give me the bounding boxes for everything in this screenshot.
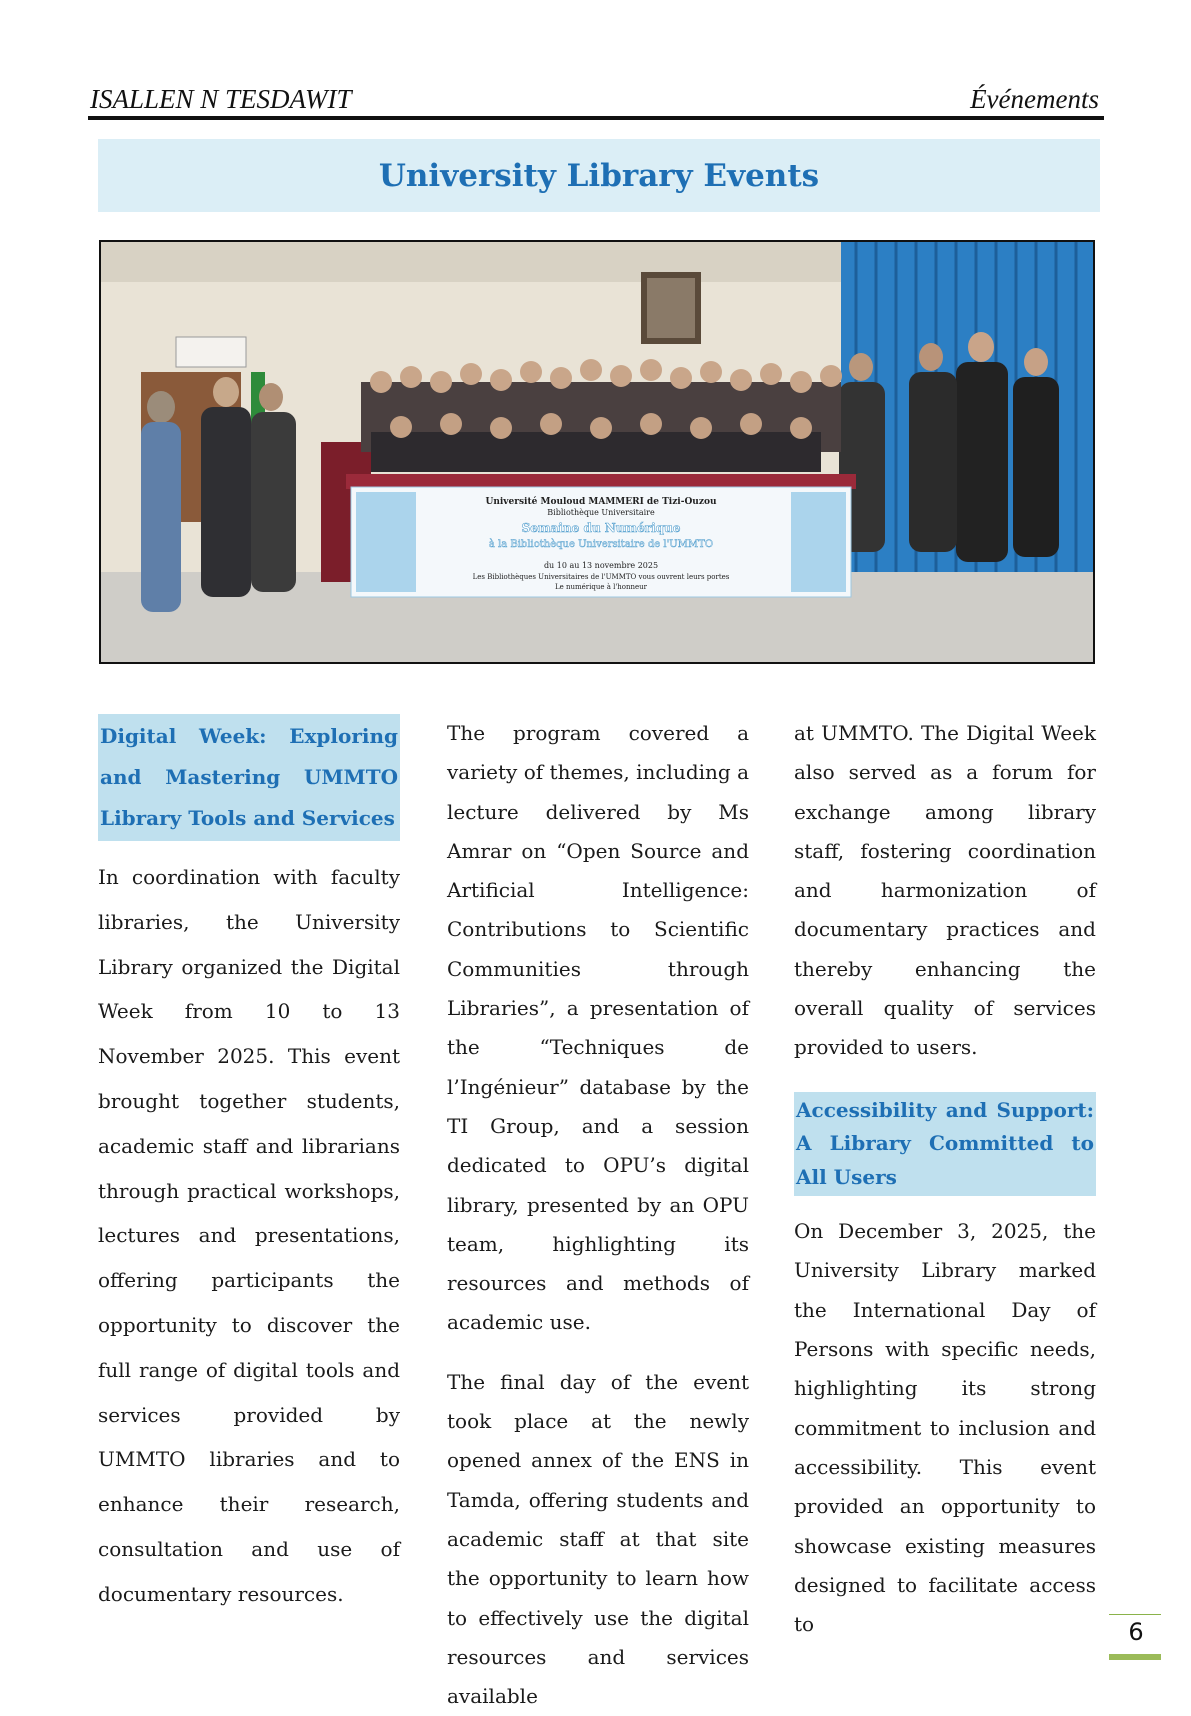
header-magazine-title: ISALLEN N TESDAWIT <box>90 84 352 114</box>
page-title: University Library Events <box>378 157 820 194</box>
column-1 <box>98 714 400 1617</box>
group-photo-illustration <box>101 242 1093 662</box>
title-banner <box>98 139 1100 212</box>
banner-text-venue: à la Bibliothèque Universitaire de l'UMMTO <box>488 539 714 550</box>
final-day-paragraph: The final day of the event took place at the newly opened annex of the ENS in Tamda, offering students and academic staff at that site the opportunity to learn how to effectively use the digital resources and services available <box>447 1369 749 1709</box>
page-number-rule-bottom <box>1109 1654 1161 1660</box>
section-heading-digital-week: Digital Week: Exploring and Mastering UMMTO Library Tools and Services <box>98 714 400 841</box>
group-photo <box>99 240 1095 664</box>
digital-week-paragraph: In coordination with faculty libraries, the University Library organized the Digital Week from 10 to 13 November 2025. This event brought together students, academic staff and librarians through practical workshops, lectures and presentations, offering participants the opportunity to discover the full range of digital tools and services provided by UMMTO libraries and to enhance their research, consultation and use of documentary resources. <box>98 865 400 1606</box>
header-section-title: Événements <box>970 84 1099 114</box>
column-2 <box>447 714 749 1716</box>
banner-text-dates: du 10 au 13 novembre 2025 <box>543 561 659 570</box>
banner-text-open-doors: Les Bibliothèques Universitaires de l'UMMTO vous ouvrent leurs portes <box>472 573 730 581</box>
program-paragraph: The program covered a variety of themes, including a lecture delivered by Ms Amrar on “Open Source and Artificial Intelligence: Contributions to Scientific Communities through Libraries”, a presentation of the “Techniques de l’Ingénieur” database by the TI Group, and a session dedicated to OPU’s digital library, presented by an OPU team, highlighting its resources and methods of academic use. <box>447 721 749 1335</box>
accessibility-paragraph: On December 3, 2025, the University Library marked the International Day of Persons with specific needs, highlighting its strong commitment to inclusion and accessibility. This event provided an opportunity to showcase existing measures designed to facilitate access to <box>794 1219 1096 1637</box>
banner-text-library: Bibliothèque Universitaire <box>547 508 655 517</box>
banner-text-motto: Le numérique à l'honneur <box>554 583 648 591</box>
header-rule <box>88 116 1104 120</box>
section-heading-accessibility: Accessibility and Support: A Library Committed to All Users <box>794 1092 1096 1197</box>
digital-week-forum-paragraph: at UMMTO. The Digital Week also served as a forum for exchange among library staff, fostering coordination and harmonization of documentary practices and thereby enhancing the overall quality of services provided to users. <box>794 721 1096 1060</box>
banner-text-digital-week: Semaine du Numérique <box>521 521 681 535</box>
column-3 <box>794 714 1096 1644</box>
banner-text-university: Université Mouloud MAMMERI de Tizi-Ouzou <box>485 497 717 507</box>
page-number-rule-top <box>1109 1614 1161 1615</box>
page-number: 6 <box>1128 1618 1144 1646</box>
